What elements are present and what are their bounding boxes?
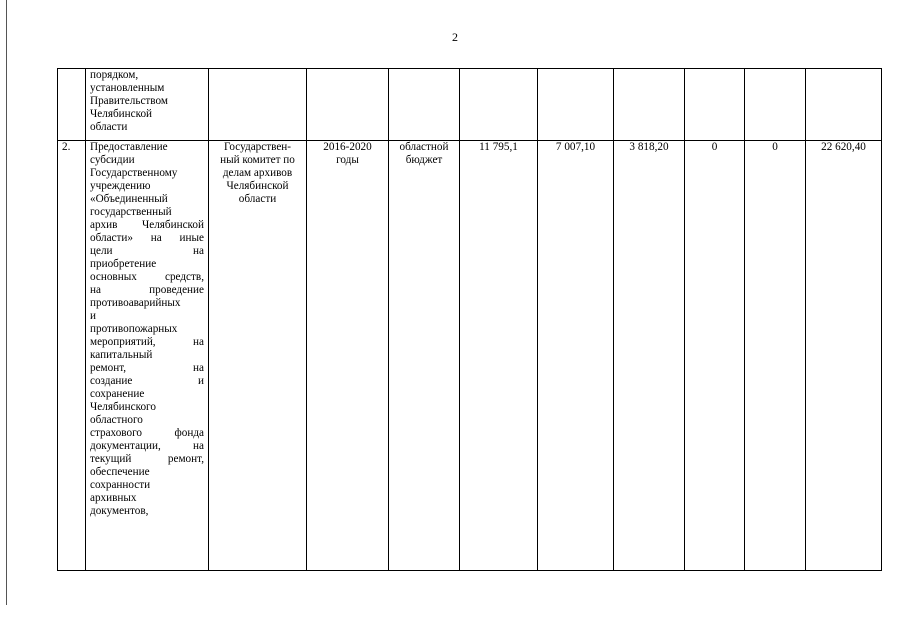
cell-empty xyxy=(614,69,685,141)
cell-executor: Государствен- ный комитет по делам архивов Челябинской области xyxy=(209,141,307,571)
description-line: документов, xyxy=(90,505,149,517)
description-line: Предоставление xyxy=(90,141,168,153)
description-line: Государственному xyxy=(90,167,178,179)
description-line: текущий ремонт, xyxy=(90,453,204,465)
program-table xyxy=(57,68,882,571)
description-line: создание и xyxy=(90,375,204,387)
cell-funding-source: областной бюджет xyxy=(389,141,460,571)
cell-amount-total: 22 620,40 xyxy=(806,141,882,571)
description-line: капитальный xyxy=(90,349,153,361)
cell-empty xyxy=(389,69,460,141)
description-line: установленным xyxy=(90,82,165,94)
description-line: Челябинского xyxy=(90,401,156,413)
page-number: 2 xyxy=(452,30,458,44)
description-line: государственный xyxy=(90,206,172,218)
description-line: Челябинской xyxy=(90,108,153,120)
cell-number-empty xyxy=(58,69,86,141)
cell-description xyxy=(86,141,209,571)
description-line: архивных xyxy=(90,492,137,504)
description-line: архив Челябинской xyxy=(90,219,204,231)
table-row-continued xyxy=(58,69,882,141)
cell-empty xyxy=(685,69,745,141)
description-line: основных средств, xyxy=(90,271,204,283)
description-line: на проведение xyxy=(90,284,204,296)
description-line: субсидии xyxy=(90,154,135,166)
description-line: страхового фонда xyxy=(90,427,204,439)
description-line: сохранности xyxy=(90,479,151,491)
cell-amount-2020: 0 xyxy=(745,141,806,571)
cell-empty xyxy=(538,69,614,141)
cell-amount-2019: 0 xyxy=(685,141,745,571)
description-line: обеспечение xyxy=(90,466,150,478)
description-line: области xyxy=(90,121,128,133)
cell-empty xyxy=(209,69,307,141)
description-line: и xyxy=(90,310,96,322)
cell-row-number: 2. xyxy=(58,141,86,571)
description-line: приобретение xyxy=(90,258,157,270)
cell-amount-2018: 3 818,20 xyxy=(614,141,685,571)
left-margin-line xyxy=(6,0,7,605)
cell-empty xyxy=(307,69,389,141)
cell-empty xyxy=(745,69,806,141)
description-line: противопожарных xyxy=(90,323,178,335)
table-row-2 xyxy=(58,141,882,571)
cell-description-continued xyxy=(86,69,209,141)
description-line: противоаварийных xyxy=(90,297,181,309)
description-line: сохранение xyxy=(90,388,145,400)
description-line: областного xyxy=(90,414,143,426)
description-line: документации, на xyxy=(90,440,204,452)
description-line: мероприятий, на xyxy=(90,336,204,348)
cell-amount-2016: 11 795,1 xyxy=(460,141,538,571)
cell-empty xyxy=(806,69,882,141)
description-line: области» на иные xyxy=(90,232,204,244)
description-line: цели на xyxy=(90,245,204,257)
cell-amount-2017: 7 007,10 xyxy=(538,141,614,571)
description-line: порядком, xyxy=(90,69,139,81)
cell-period: 2016-2020 годы xyxy=(307,141,389,571)
description-line: учреждению xyxy=(90,180,151,192)
description-line: «Объединенный xyxy=(90,193,168,205)
cell-empty xyxy=(460,69,538,141)
description-line: Правительством xyxy=(90,95,168,107)
description-line: ремонт, на xyxy=(90,362,204,374)
